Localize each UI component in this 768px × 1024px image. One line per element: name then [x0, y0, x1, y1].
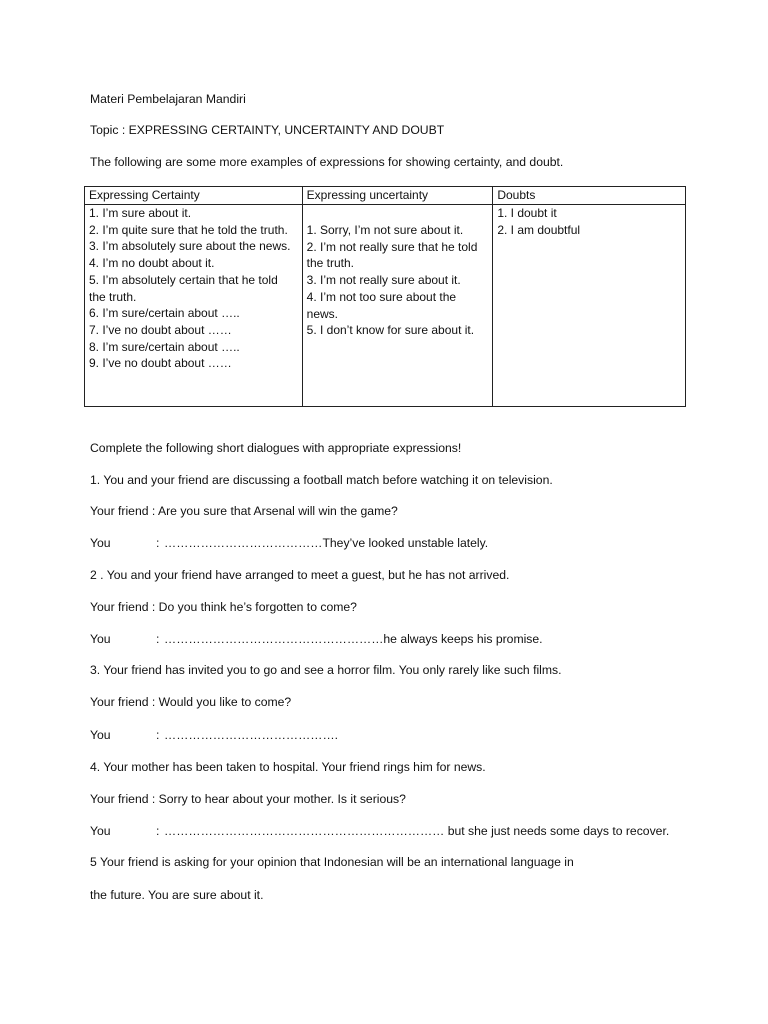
dialogue-3-you-line [90, 728, 338, 743]
speaker-label: You [90, 632, 111, 646]
header-uncertainty: Expressing uncertainty [302, 187, 493, 205]
speaker-label: You [90, 728, 111, 742]
intro-text: The following are some more examples of expressions for showing certainty, and doubt. [90, 155, 564, 169]
list-item: 3. I’m absolutely sure about the news. [89, 239, 291, 254]
document-title: Materi Pembelajaran Mandiri [90, 92, 246, 106]
list-item: 6. I’m sure/certain about ….. [89, 306, 240, 321]
table-row [85, 205, 686, 407]
dialogue-4-friend-line: Your friend : Sorry to hear about your mother. Is it serious? [90, 792, 406, 806]
header-certainty: Expressing Certainty [85, 187, 303, 205]
certainty-list [89, 205, 298, 372]
list-item: 5. I don’t know for sure about it. [306, 323, 475, 338]
topic-line: Topic : EXPRESSING CERTAINTY, UNCERTAINTY AND DOUBT [90, 123, 445, 137]
colon: : [156, 536, 160, 550]
list-item: 8. I’m sure/certain about ….. [89, 339, 240, 354]
dialogue-1-you-line [90, 536, 488, 551]
dialogue-4-you-line [90, 824, 669, 839]
dialogue-3-friend-line: Your friend : Would you like to come? [90, 695, 292, 709]
item-5-line-1: 5 Your friend is asking for your opinion that Indonesian will be an international language in [90, 855, 574, 869]
list-item: 3. I’m not really sure about it. [306, 273, 461, 288]
speaker-label: You [90, 824, 111, 838]
list-item: 1. I’m sure about it. [89, 206, 192, 220]
colon: : [156, 728, 160, 742]
answer-blank: ……………………………………. [164, 728, 339, 742]
doubts-cell [493, 205, 686, 407]
answer-blank: …………………………………………………………… but she just needs some days to recover. [164, 824, 670, 838]
list-item: 9. I’ve no doubt about …… [89, 356, 232, 371]
uncertainty-list [307, 205, 489, 339]
list-item: 2. I am doubtful [497, 222, 581, 237]
certainty-cell [85, 205, 303, 407]
list-item: 4. I’m no doubt about it. [89, 256, 215, 271]
dialogue-2-you-line [90, 632, 543, 647]
colon: : [156, 632, 160, 646]
instruction-text: Complete the following short dialogues with appropriate expressions! [90, 441, 462, 455]
list-item: 5. I’m absolutely certain that he told the truth. [89, 272, 278, 304]
header-doubts: Doubts [493, 187, 686, 205]
dialogue-1-situation: 1. You and your friend are discussing a football match before watching it on television. [90, 473, 553, 487]
list-item: 2. I’m quite sure that he told the truth. [89, 222, 288, 237]
dialogue-2-friend-line: Your friend : Do you think he’s forgotten to come? [90, 600, 357, 614]
dialogue-2-situation: 2 . You and your friend have arranged to meet a guest, but he has not arrived. [90, 568, 510, 582]
table-header-row [85, 187, 686, 205]
dialogue-4-situation: 4. Your mother has been taken to hospital. Your friend rings him for news. [90, 760, 486, 774]
item-5-line-2: the future. You are sure about it. [90, 888, 264, 902]
uncertainty-cell [302, 205, 493, 407]
speaker-label: You [90, 536, 111, 550]
list-item: 1. I doubt it [497, 206, 557, 220]
list-item: 1. Sorry, I’m not sure about it. [306, 223, 464, 237]
colon: : [156, 824, 160, 838]
list-item: 2. I’m not really sure that he told the truth. [306, 239, 478, 271]
list-item: 7. I’ve no doubt about …… [89, 322, 232, 337]
doubts-list [497, 205, 681, 238]
answer-blank: ………………………………………………he always keeps his promise. [164, 632, 543, 646]
list-item: 4. I’m not too sure about the news. [306, 289, 457, 321]
dialogue-1-friend-line: Your friend : Are you sure that Arsenal will win the game? [90, 504, 398, 518]
expressions-table [84, 186, 686, 407]
dialogue-3-situation: 3. Your friend has invited you to go and see a horror film. You only rarely like such films. [90, 663, 562, 677]
answer-blank: …………………………………They’ve looked unstable lately. [164, 536, 489, 550]
